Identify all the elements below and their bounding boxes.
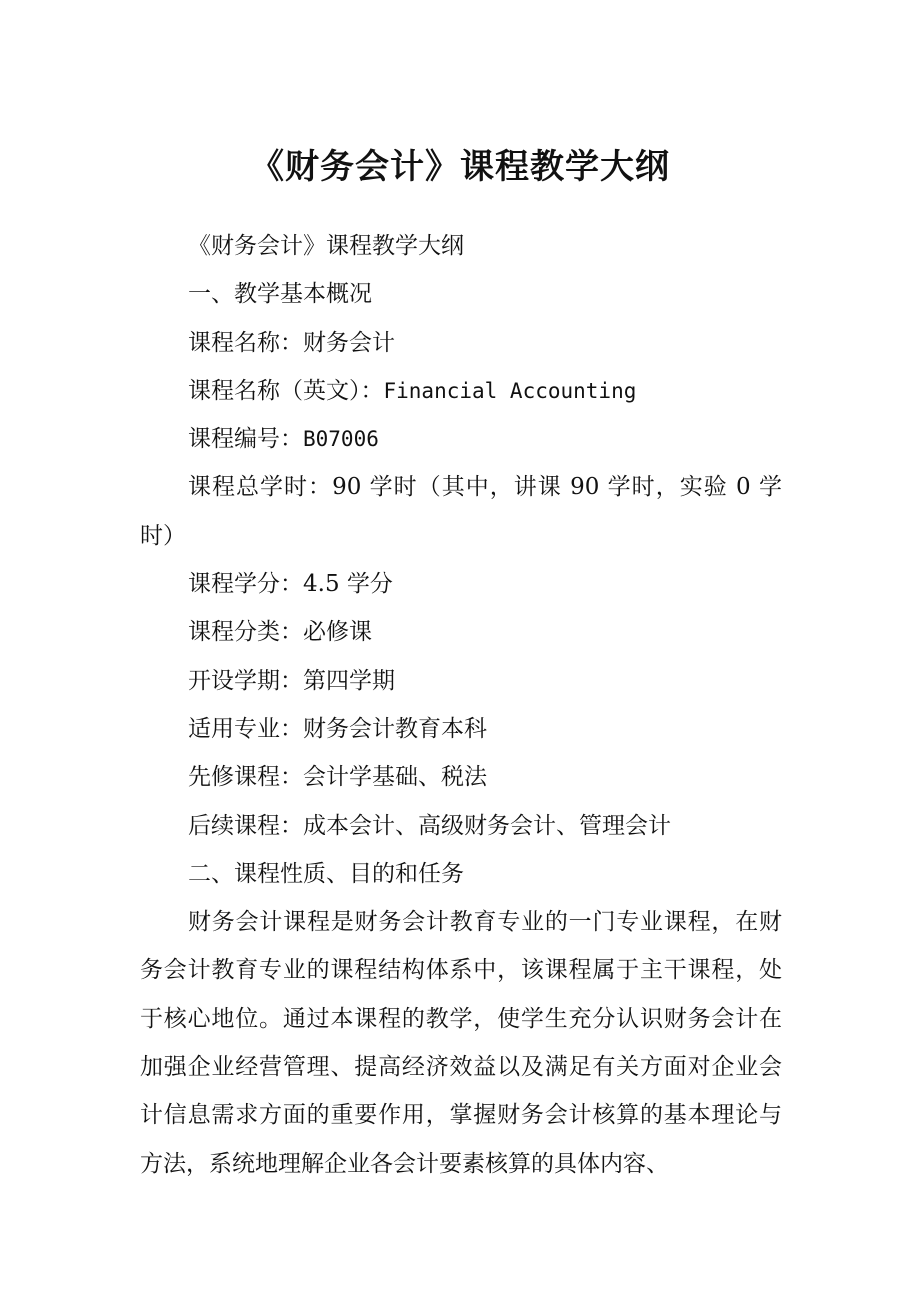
- field-label: 课程分类：: [188, 619, 303, 646]
- field-value: 4.5 学分: [303, 571, 393, 598]
- field-major: [140, 705, 782, 753]
- field-label: 课程名称：: [188, 329, 303, 356]
- field-course-code: [140, 415, 782, 463]
- field-label: 先修课程：: [188, 764, 303, 791]
- field-label: 课程学分：: [188, 571, 303, 598]
- section-heading-nature: 二、课程性质、目的和任务: [188, 860, 464, 887]
- section-heading-basic-info: 一、教学基本概况: [188, 281, 372, 308]
- field-follow-up-courses: [140, 802, 782, 850]
- field-category: [140, 608, 782, 656]
- field-course-name-english: [140, 367, 782, 415]
- field-value: 财务会计: [303, 329, 395, 356]
- document-title: 《财务会计》课程教学大纲: [250, 147, 670, 187]
- field-label: 开设学期：: [188, 667, 303, 694]
- field-total-hours: [140, 463, 782, 560]
- course-nature-paragraph: 财务会计课程是财务会计教育专业的一门专业课程，在财务会计教育专业的课程结构体系中，该课程属于主干课程，处于核心地位。通过本课程的教学，使学生充分认识财务会计在加强企业经营管理、提高经济效益以及满足有关方面对企业会计信息需求方面的重要作用，掌握财务会计核算的基本理论与方法，系统地理解企业各会计要素核算的具体内容、: [140, 909, 782, 1177]
- field-label: 课程名称（英文）：: [188, 377, 384, 404]
- subtitle: 《财务会计》课程教学大纲: [188, 233, 464, 259]
- field-value: 会计学基础、税法: [303, 764, 487, 791]
- field-value: 必修课: [303, 619, 372, 646]
- field-value: 第四学期: [303, 667, 395, 694]
- field-prerequisites: [140, 753, 782, 801]
- field-label: 课程编号：: [188, 426, 303, 453]
- field-label: 适用专业：: [188, 715, 303, 742]
- field-semester: [140, 657, 782, 705]
- field-value: 财务会计教育本科: [303, 715, 487, 742]
- field-value: 成本会计、高级财务会计、管理会计: [303, 812, 671, 839]
- field-value: B07006: [303, 427, 379, 452]
- field-label: 课程总学时：: [188, 474, 333, 501]
- field-label: 后续课程：: [188, 812, 303, 839]
- document-body: [140, 222, 782, 1188]
- field-course-name: [140, 319, 782, 367]
- field-value: Financial Accounting: [383, 378, 637, 403]
- field-credits: [140, 560, 782, 608]
- field-value: 90 学时（其中，讲课 90 学时，实验 0 学时）: [140, 474, 782, 549]
